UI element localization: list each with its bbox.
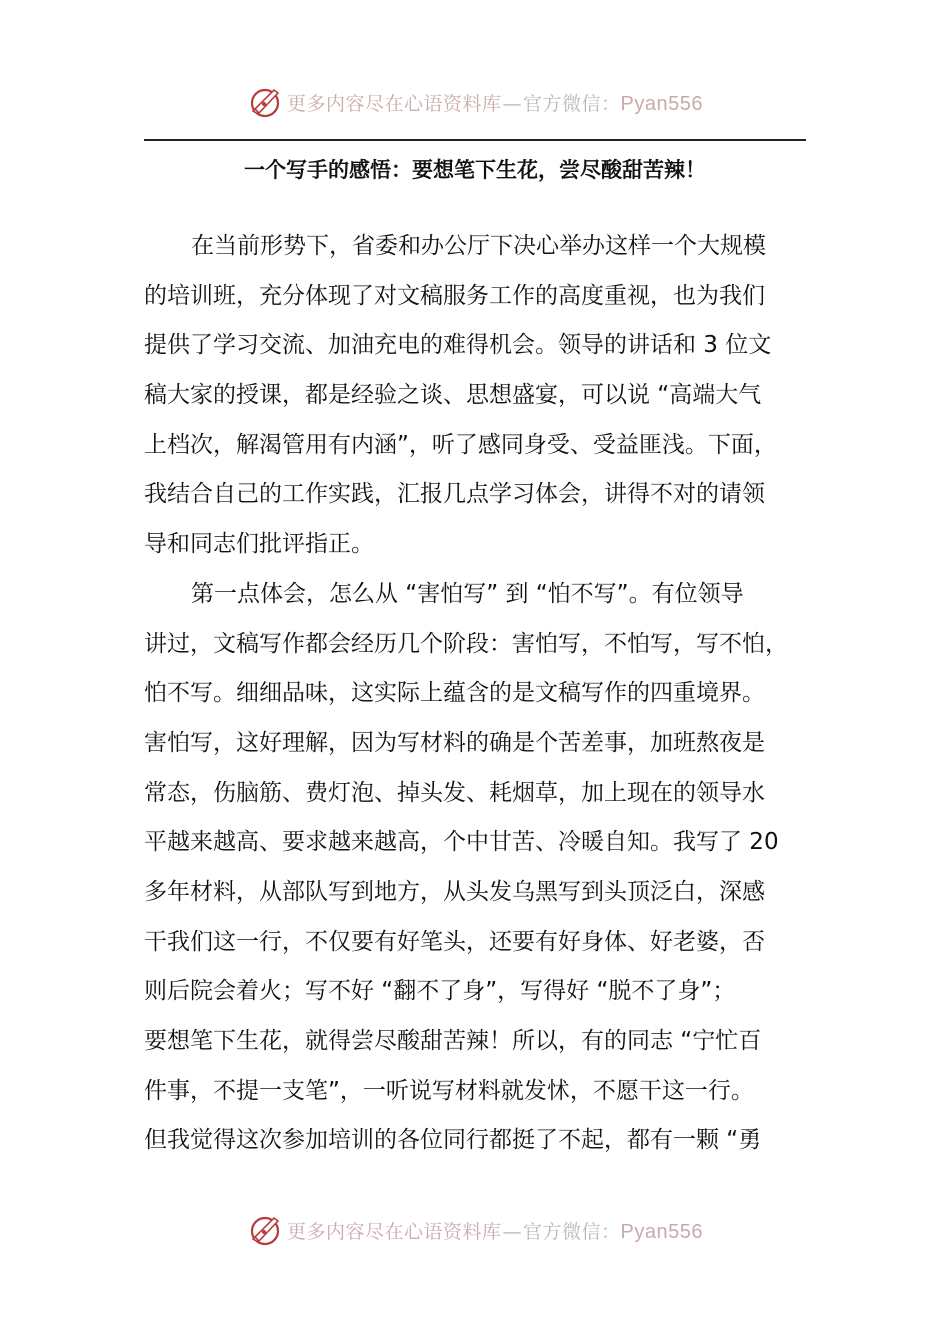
body-line: 害怕写，这好理解，因为写材料的确是个苦差事，加班熬夜是	[144, 729, 765, 756]
body-line: 稿大家的授课，都是经验之谈、思想盛宴，可以说 “高端大气	[144, 382, 762, 409]
banner-site-name: 更多内容尽在心语资料库	[287, 1220, 502, 1243]
body-line: 提供了学习交流、加油充电的难得机会。领导的讲话和 3 位文	[144, 332, 772, 359]
body-line: 我结合自己的工作实践，汇报几点学习体会，讲得不对的请领	[144, 481, 765, 508]
body-line: 导和同志们批评指正。	[144, 531, 374, 558]
banner-separator: —	[502, 1220, 523, 1243]
footer-banner-text	[287, 1217, 703, 1244]
body-line: 上档次，解渴管用有内涵”，听了感同身受、受益匪浅。下面，	[144, 431, 777, 458]
body-line: 则后院会着火；写不好 “翻不了身”，写得好 “脱不了身”；	[144, 978, 736, 1005]
body-line: 在当前形势下，省委和办公厅下决心举办这样一个大规模	[191, 233, 766, 259]
body-line: 的培训班，充分体现了对文稿服务工作的高度重视，也为我们	[144, 282, 765, 309]
header-divider	[144, 139, 806, 141]
pen-logo-icon	[247, 1212, 283, 1248]
body-line: 但我觉得这次参加培训的各位同行都挺了不起，都有一颗 “勇	[144, 1127, 762, 1154]
document-body	[144, 222, 818, 1166]
body-line: 件事，不提一支笔”，一听说写材料就发怵，不愿干这一行。	[144, 1077, 754, 1104]
banner-separator: —	[502, 92, 523, 115]
banner-wechat-label: 官方微信：	[523, 92, 621, 115]
body-line: 要想笔下生花，就得尝尽酸甜苦辣！所以，有的同志 “宁忙百	[144, 1028, 762, 1054]
body-line: 怕不写。细细品味，这实际上蕴含的是文稿写作的四重境界。	[144, 680, 765, 707]
banner-wechat-id: Pyan556	[620, 92, 703, 115]
header-banner	[0, 80, 950, 124]
body-line: 多年材料，从部队写到地方，从头发乌黑写到头顶泛白，深感	[144, 878, 765, 905]
body-line: 常态，伤脑筋、费灯泡、掉头发、耗烟草，加上现在的领导水	[144, 779, 765, 806]
document-title: 一个写手的感悟：要想笔下生花，尝尽酸甜苦辣！	[244, 158, 706, 182]
body-line: 干我们这一行，不仅要有好笔头，还要有好身体、好老婆，否	[144, 928, 765, 955]
body-line: 平越来越高、要求越来越高，个中甘苦、冷暖自知。我写了 20	[144, 829, 779, 856]
header-banner-text	[287, 89, 703, 116]
banner-wechat-label: 官方微信：	[523, 1220, 621, 1243]
footer-banner	[0, 1208, 950, 1252]
body-line: 讲过，文稿写作都会经历几个阶段：害怕写，不怕写，写不怕，	[144, 630, 788, 657]
pen-logo-icon	[247, 84, 283, 120]
body-line: 第一点体会，怎么从 “害怕写” 到 “怕不写”。有位领导	[191, 580, 744, 607]
banner-wechat-id: Pyan556	[620, 1220, 703, 1243]
banner-site-name: 更多内容尽在心语资料库	[287, 92, 502, 115]
